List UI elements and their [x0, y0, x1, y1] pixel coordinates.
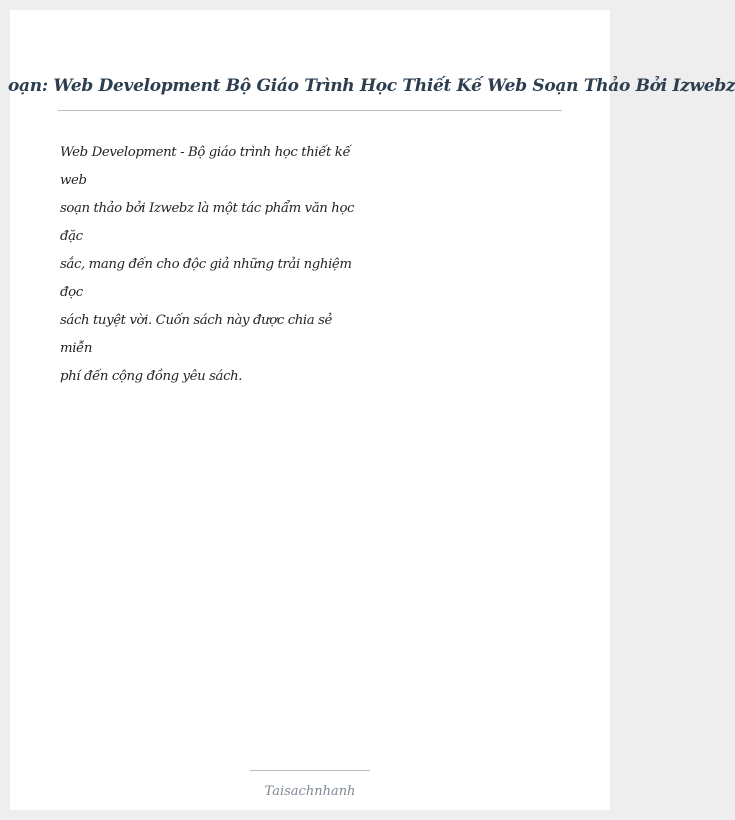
footer-site-name: Taisachnhanh: [264, 784, 356, 799]
body-line: sách tuyệt vời. Cuốn sách này được chia sẻ: [60, 313, 333, 328]
body-line: miễn: [60, 341, 93, 356]
document-page: [8, 10, 735, 810]
title-divider: [58, 110, 562, 111]
body-line: phí đến cộng đồng yêu sách.: [60, 369, 243, 384]
body-line: web: [60, 173, 87, 188]
body-line: đặc: [60, 229, 83, 244]
body-line: đọc: [60, 285, 83, 300]
body-line: sắc, mang đến cho độc giả những trải nghiệm: [60, 257, 352, 272]
body-line: soạn thảo bởi Izwebz là một tác phẩm văn học: [60, 201, 355, 216]
document-title: oạn: Web Development Bộ Giáo Trình Học Thiết Kế Web Soạn Thảo Bởi Izwebz: [8, 76, 735, 96]
body-line: Web Development - Bộ giáo trình học thiết kế: [60, 145, 351, 160]
document-body: [60, 139, 360, 391]
footer-divider: [250, 770, 370, 771]
